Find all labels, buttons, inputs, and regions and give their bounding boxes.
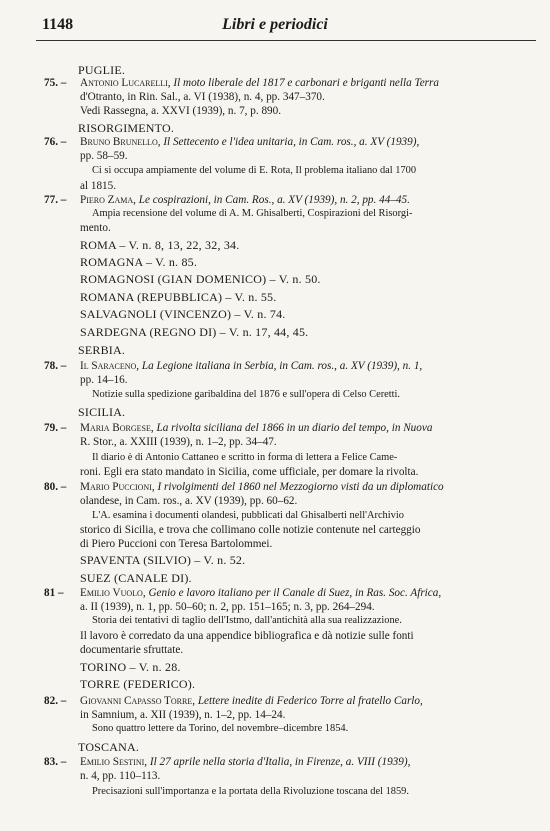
entry-title: La rivolta siciliana del 1866 in un diario del tempo, in Nuova: [156, 422, 433, 434]
entry-note-text: L'A. esamina i documenti olandesi, pubblicati dal Ghisalberti nell'Archivio: [92, 510, 404, 521]
entry-author: Mario Puccioni,: [80, 481, 155, 493]
section-heading: [78, 121, 174, 135]
running-header: [0, 6, 550, 40]
entry-number: 76. –: [44, 136, 67, 148]
entry-continuation: [80, 149, 128, 163]
entry-continuation-text: Vedi Rassegna, a. XXVI (1939), n. 7, p. 890.: [80, 105, 282, 117]
entry-note: [92, 509, 404, 523]
entry-continuation-text: n. 4, pp. 110–113.: [80, 770, 161, 782]
entry-first-line: [44, 359, 422, 373]
entry-number: 77. –: [44, 194, 67, 206]
entry-title: Lettere inedite di Federico Torre al fratello Carlo,: [197, 695, 423, 707]
entry-continuation-text: storico di Sicilia, e trova che collimano colle notizie contenute nel carteggio: [80, 524, 421, 536]
cross-reference-text: SARDEGNA (REGNO DI) – V. n. 17, 44, 45.: [80, 325, 309, 339]
cross-reference-text: TORINO – V. n. 28.: [80, 660, 181, 674]
entry-author: Giovanni Capasso Torre,: [80, 695, 196, 707]
entry-author: Bruno Brunello,: [80, 136, 161, 148]
cross-reference: [80, 290, 276, 304]
entry-continuation: [80, 90, 325, 104]
entry-continuation: [80, 708, 285, 722]
entry-title: Il Settecento e l'idea unitaria, in Cam. ros., a. XV (1939),: [163, 136, 420, 148]
cross-reference: [80, 325, 308, 339]
entry-first-line: [44, 193, 410, 207]
entry-number: 80. –: [44, 481, 67, 493]
entry-title: Il 27 aprile nella storia d'Italia, in Firenze, a. VIII (1939),: [149, 756, 411, 768]
entry-number: 79. –: [44, 422, 67, 434]
entry-title: I rivolgimenti del 1860 nel Mezzogiorno visti da un diplomatico: [157, 481, 444, 493]
cross-reference: [80, 660, 181, 674]
entry-note-text: Il diario è di Antonio Cattaneo e scritto in forma di lettera a Felice Came-: [92, 452, 398, 463]
entry-continuation: [80, 643, 183, 657]
section-heading: [78, 63, 125, 77]
entry-number: 83. –: [44, 756, 67, 768]
cross-reference-text: ROMAGNOSI (GIAN DOMENICO) – V. n. 50.: [80, 272, 321, 286]
entry-continuation-text: al 1815.: [80, 180, 117, 192]
entry-author: Il Saraceno,: [80, 360, 140, 372]
cross-reference: [80, 553, 245, 567]
entry-continuation-text: R. Stor., a. XXIII (1939), n. 1–2, pp. 34–47.: [80, 436, 277, 448]
entry-note: [92, 614, 402, 628]
entry-continuation: [80, 179, 116, 193]
section-heading: [78, 740, 139, 754]
section-heading: [78, 405, 125, 419]
section-heading-text: RISORGIMENTO.: [78, 121, 175, 135]
entry-continuation-text: a. II (1939), n. 1, pp. 50–60; n. 2, pp. 151–165; n. 3, pp. 264–294.: [80, 601, 375, 613]
entry-note: [92, 451, 397, 465]
cross-reference-text: SALVAGNOLI (VINCENZO) – V. n. 74.: [80, 307, 286, 321]
entry-continuation-text: roni. Egli era stato mandato in Sicilia, come ufficiale, per domare la rivolta.: [80, 466, 419, 478]
cross-reference-text: ROMA – V. n. 8, 13, 22, 32, 34.: [80, 238, 240, 252]
entry-continuation: [80, 104, 281, 118]
entry-continuation-text: pp. 58–59.: [80, 150, 128, 162]
entry-first-line: [44, 480, 444, 494]
entry-title: La Legione italiana in Serbia, in Cam. ros., a. XV (1939), n. 1,: [141, 360, 423, 372]
entry-title: Le cospirazioni, in Cam. Ros., a. XV (1939), n. 2, pp. 44–45.: [138, 194, 410, 206]
header-rule: [36, 40, 536, 41]
section-heading-text: PUGLIE.: [78, 63, 126, 77]
cross-reference-text: SPAVENTA (SILVIO) – V. n. 52.: [80, 553, 246, 567]
page-number: 1148: [42, 16, 74, 33]
entry-continuation: [80, 523, 420, 537]
entry-author: Maria Borgese,: [80, 422, 154, 434]
cross-reference-text: TORRE (FEDERICO).: [80, 677, 196, 691]
entry-number: 75. –: [44, 77, 67, 89]
entry-number: 78. –: [44, 360, 67, 372]
cross-reference: [80, 571, 192, 585]
cross-reference-text: ROMANA (REPUBBLICA) – V. n. 55.: [80, 290, 277, 304]
cross-reference: [80, 255, 197, 269]
entry-title: Il moto liberale del 1817 e carbonari e briganti nella Terra: [173, 77, 439, 89]
entry-note: [92, 164, 416, 178]
entry-first-line: [44, 694, 423, 708]
entry-first-line: [44, 76, 439, 90]
entry-continuation-text: mento.: [80, 222, 111, 234]
entry-continuation: [80, 494, 297, 508]
entry-first-line: [44, 755, 410, 769]
entry-note-text: Storia dei tentativi di taglio dell'Istmo, dall'antichità alla sua realizzazione.: [92, 615, 402, 626]
entry-continuation: [80, 629, 414, 643]
entry-note-text: Sono quattro lettere da Torino, del novembre–dicembre 1854.: [92, 723, 349, 734]
entry-note-text: Notizie sulla spedizione garibaldina del 1876 e sull'opera di Celso Ceretti.: [92, 389, 401, 400]
entry-note-text: Precisazioni sull'importanza e la portata della Rivoluzione toscana del 1859.: [92, 786, 409, 797]
entry-note-text: Ampia recensione del volume di A. M. Ghisalberti, Cospirazioni del Risorgi-: [92, 208, 413, 219]
cross-reference-text: ROMAGNA – V. n. 85.: [80, 255, 198, 269]
entry-number: 81 –: [44, 587, 64, 599]
entry-continuation-text: Il lavoro è corredato da una appendice bibliografica e dà notizie sulle fonti: [80, 630, 414, 642]
entry-continuation-text: documentarie sfruttate.: [80, 644, 184, 656]
cross-reference: [80, 677, 195, 691]
section-heading-text: TOSCANA.: [78, 740, 140, 754]
entry-continuation: [80, 537, 272, 551]
entry-author: Piero Zama,: [80, 194, 136, 206]
entry-first-line: [44, 586, 441, 600]
entry-note-text: Ci si occupa ampiamente del volume di E. Rota, Il problema italiano dal 1700: [92, 165, 417, 176]
entry-first-line: [44, 421, 432, 435]
entry-continuation: [80, 221, 111, 235]
entry-continuation: [80, 600, 375, 614]
entry-first-line: [44, 135, 419, 149]
entry-author: Emilio Sestini,: [80, 756, 148, 768]
entry-note: [92, 722, 348, 736]
entry-continuation: [80, 435, 277, 449]
running-title: Libri e periodici: [222, 16, 328, 33]
entry-continuation-text: di Piero Puccioni con Teresa Bartolommei.: [80, 538, 273, 550]
cross-reference: [80, 307, 286, 321]
entry-note: [92, 207, 412, 221]
cross-reference: [80, 272, 321, 286]
entry-continuation-text: olandese, in Cam. ros., a. XV (1939), pp. 60–62.: [80, 495, 298, 507]
entry-author: Antonio Lucarelli,: [80, 77, 171, 89]
entry-continuation: [80, 465, 418, 479]
entry-note: [92, 785, 409, 799]
entry-title: Genio e lavoro italiano per il Canale di Suez, in Ras. Soc. Africa,: [148, 587, 442, 599]
cross-reference: [80, 238, 239, 252]
entry-continuation-text: in Samnium, a. XII (1939), n. 1–2, pp. 14–24.: [80, 709, 286, 721]
entry-continuation: [80, 373, 128, 387]
section-heading-text: SICILIA.: [78, 405, 126, 419]
entry-number: 82. –: [44, 695, 67, 707]
section-heading: [78, 343, 125, 357]
entry-author: Emilio Vuolo,: [80, 587, 146, 599]
section-heading-text: SERBIA.: [78, 343, 126, 357]
entry-continuation-text: pp. 14–16.: [80, 374, 128, 386]
cross-reference-text: SUEZ (CANALE DI).: [80, 571, 192, 585]
entry-continuation: [80, 769, 160, 783]
entry-note: [92, 388, 400, 402]
entry-continuation-text: d'Otranto, in Rin. Sal., a. VI (1938), n. 4, pp. 347–370.: [80, 91, 325, 103]
